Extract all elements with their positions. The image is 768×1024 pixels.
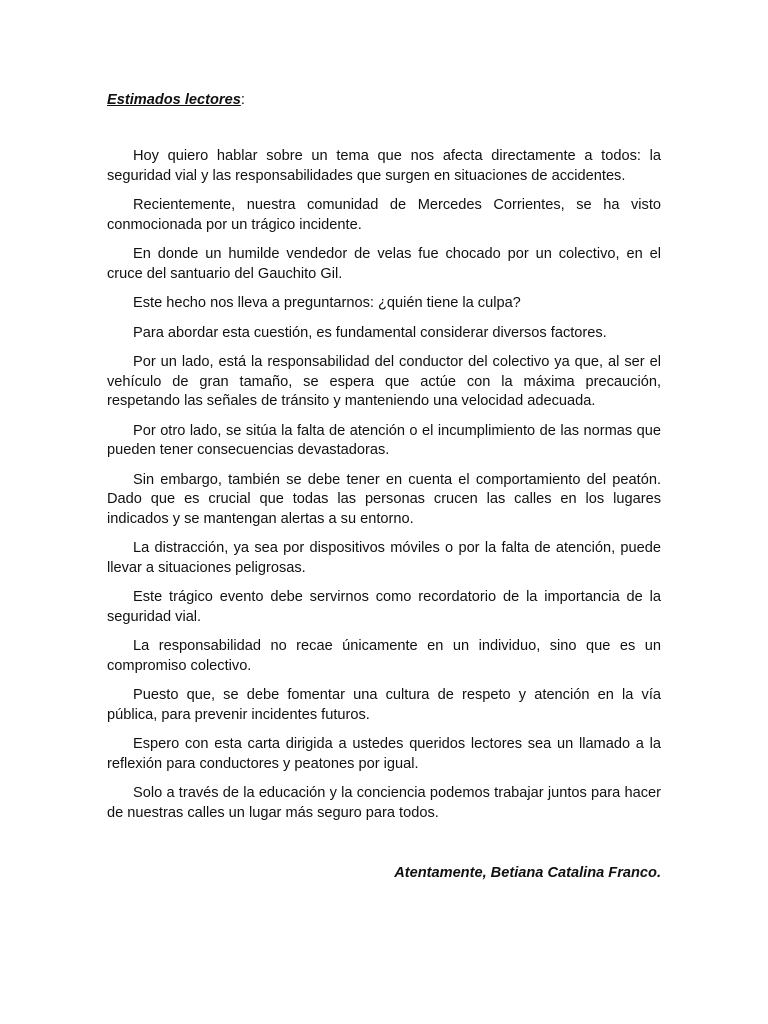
letter-page [107,90,661,898]
body-paragraph: Para abordar esta cuestión, es fundamental considerar diversos factores. [133,324,607,341]
body-paragraph: Puesto que, se debe fomentar una cultura de respeto y atención en la vía pública, para prevenir incidentes futuros. [107,687,661,723]
body-paragraph: En donde un humilde vendedor de velas fue chocado por un colectivo, en el cruce del santuario del Gauchito Gil. [107,246,661,282]
body-paragraph: Por un lado, está la responsabilidad del conductor del colectivo ya que, al ser el vehículo de gran tamaño, se espera que actúe con la máxima precaución, respetando las señales de tránsito y manteniendo una velocidad adecuada. [107,354,661,409]
body-paragraph: La distracción, ya sea por dispositivos móviles o por la falta de atención, puede llevar a situaciones peligrosas. [107,540,661,576]
body-paragraph: Hoy quiero hablar sobre un tema que nos afecta directamente a todos: la seguridad vial y las responsabilidades que surgen en situaciones de accidentes. [107,148,661,184]
signature: Atentamente, Betiana Catalina Franco. [394,865,661,881]
body-paragraph: Espero con esta carta dirigida a ustedes queridos lectores sea un llamado a la reflexión para conductores y peatones por igual. [107,736,661,772]
body-paragraph: Solo a través de la educación y la conciencia podemos trabajar juntos para hacer de nuestras calles un lugar más seguro para todos. [107,785,661,821]
letter-body [107,147,661,823]
body-paragraph: La responsabilidad no recae únicamente en un individuo, sino que es un compromiso colectivo. [107,638,661,674]
body-paragraph: Por otro lado, se sitúa la falta de atención o el incumplimiento de las normas que pueden tener consecuencias devastadoras. [107,422,661,458]
body-paragraph: Recientemente, nuestra comunidad de Mercedes Corrientes, se ha visto conmocionada por un trágico incidente. [107,197,661,233]
body-paragraph: Este trágico evento debe servirnos como recordatorio de la importancia de la seguridad vial. [107,589,661,625]
greeting [107,90,661,110]
body-paragraph: Este hecho nos lleva a preguntarnos: ¿quién tiene la culpa? [133,295,521,311]
greeting-punctuation: : [240,92,245,108]
greeting-title: Estimados lectores [107,92,241,108]
body-paragraph: Sin embargo, también se debe tener en cuenta el comportamiento del peatón. Dado que es crucial que todas las personas crucen las calles en los lugares indicados y se mantengan alertas a su entorno. [107,471,661,527]
